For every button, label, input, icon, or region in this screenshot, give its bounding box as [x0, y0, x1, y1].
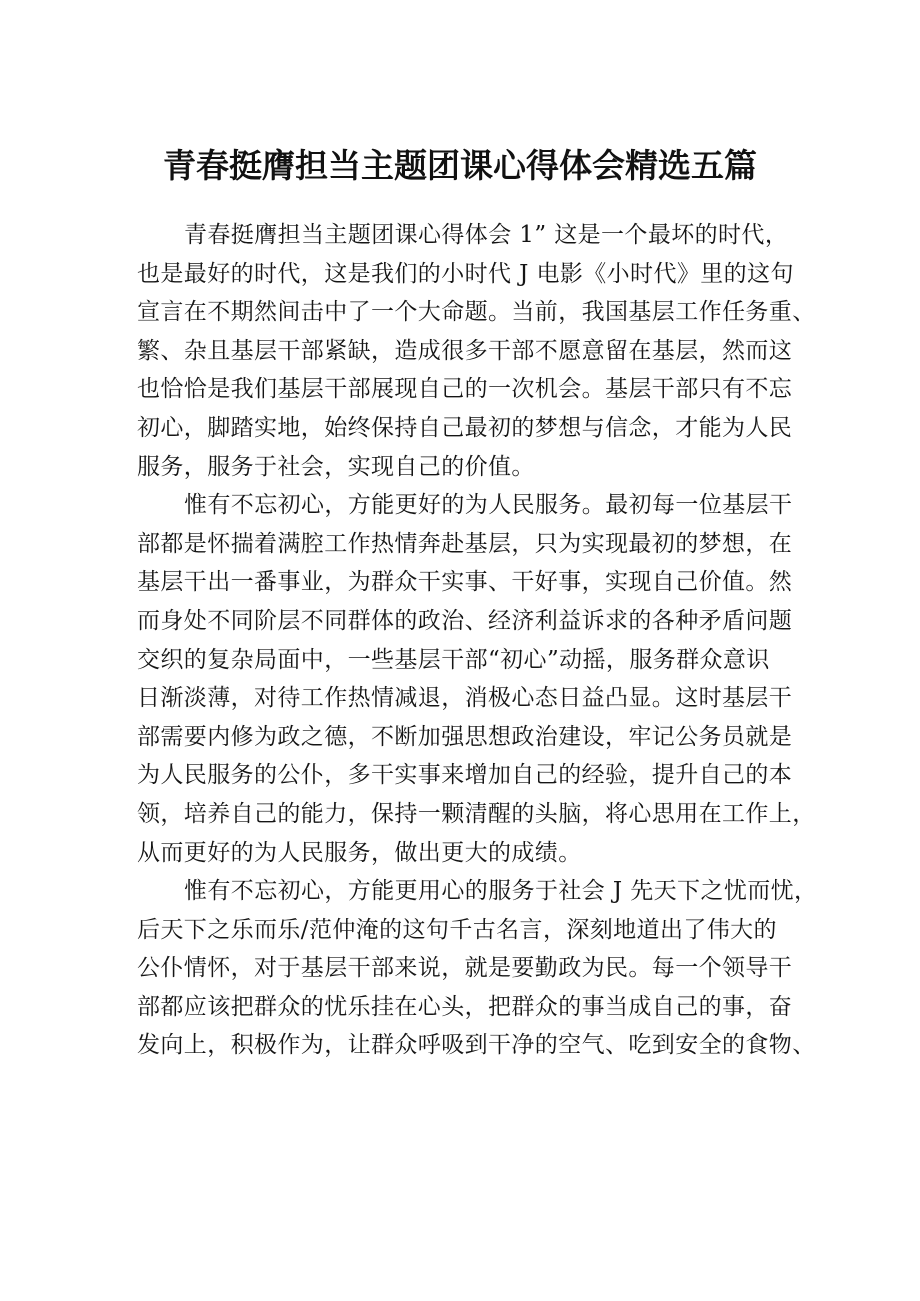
- text-line: 而身处不同阶层不同群体的政治、经济利益诉求的各种矛盾问题: [137, 607, 793, 634]
- document-body: [137, 216, 818, 1065]
- text-line: 宣言在不期然间击中了一个大命题。当前，我国基层工作任务重、: [137, 299, 816, 326]
- text-line: 也恰恰是我们基层干部展现自己的一次机会。基层干部只有不忘: [137, 376, 793, 403]
- text-line: 部需要内修为政之德，不断加强思想政治建设，牢记公务员就是: [137, 723, 793, 750]
- text-line: 交织的复杂局面中，一些基层干部“初心”动摇，服务群众意识: [137, 646, 770, 673]
- document-title: 青春挺膺担当主题团课心得体会精选五篇: [163, 146, 757, 186]
- paragraph-1: [137, 216, 816, 486]
- text-line: 繁、杂且基层干部紧缺，造成很多干部不愿意留在基层，然而这: [137, 337, 793, 364]
- text-line: 青春挺膺担当主题团课心得体会 1” 这是一个最坏的时代，: [184, 222, 789, 248]
- text-line: 公仆情怀，对于基层干部来说，就是要勤政为民。每一个领导干: [137, 955, 793, 982]
- text-line: 部都应该把群众的忧乐挂在心头，把群众的事当成自己的事，奋: [137, 993, 793, 1020]
- text-line: 后天下之乐而乐/范仲淹的这句千古名言，深刻地道出了伟大的: [137, 916, 777, 943]
- text-line: 服务，服务于社会，实现自己的价值。: [137, 453, 535, 480]
- text-line: 也是最好的时代，这是我们的小时代 J 电影《小时代》里的这句: [137, 260, 794, 287]
- text-line: 惟有不忘初心，方能更好的为人民服务。最初每一位基层干: [184, 492, 793, 519]
- paragraph-2: [137, 486, 816, 872]
- text-line: 从而更好的为人民服务，做出更大的成绩。: [137, 839, 582, 866]
- text-line: 初心，脚踏实地，始终保持自己最初的梦想与信念，才能为人民: [137, 414, 793, 441]
- text-line: 惟有不忘初心，方能更用心的服务于社会 J 先天下之忧而忧，: [184, 878, 818, 905]
- text-line: 发向上，积极作为，让群众呼吸到干净的空气、吃到安全的食物、: [137, 1032, 816, 1059]
- text-line: 为人民服务的公仆，多干实事来增加自己的经验，提升自己的本: [137, 762, 793, 789]
- text-line: 领，培养自己的能力，保持一颗清醒的头脑，将心思用在工作上，: [137, 800, 816, 827]
- text-line: 部都是怀揣着满腔工作热情奔赴基层，只为实现最初的梦想，在: [137, 530, 793, 557]
- text-line: 日渐淡薄，对待工作热情减退，消极心态日益凸显。这时基层干: [137, 685, 793, 712]
- text-line: 基层干出一番事业，为群众干实事、干好事，实现自己价值。然: [137, 569, 793, 596]
- paragraph-3: [137, 872, 818, 1065]
